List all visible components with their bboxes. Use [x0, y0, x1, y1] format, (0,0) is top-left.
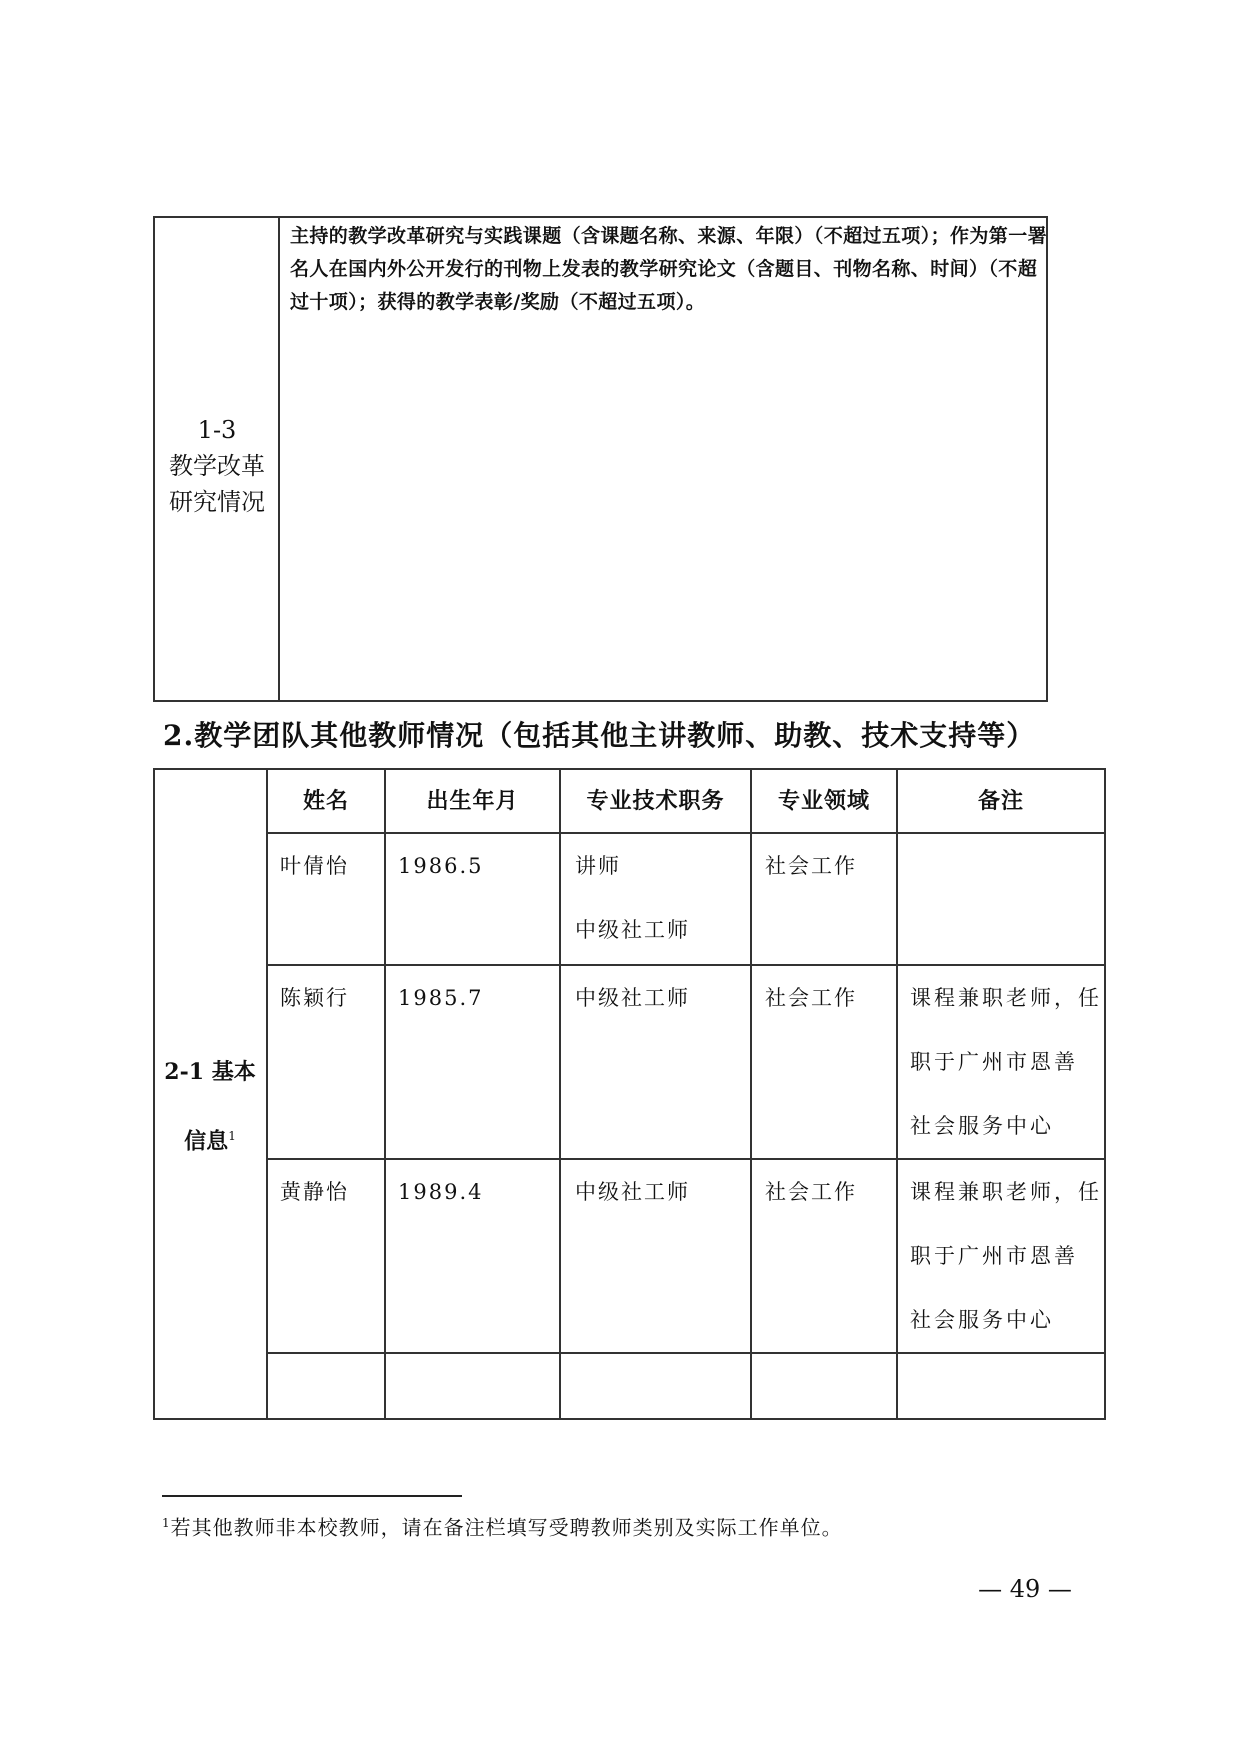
table-col-rule: [896, 768, 898, 1420]
cell-field: 社会工作: [765, 986, 857, 1010]
row-label-line-2: 信息: [184, 1128, 229, 1155]
section-1-3-description: 主持的教学改革研究与实践课题（含课题名称、来源、年限）（不超过五项）；作为第一署名人在国内外公开发行的刊物上发表的教学研究论文（含题目、刊物名称、时间）（不超过十项）；获得的教学表彰/奖励（不超过五项）。: [290, 225, 1048, 313]
cell-note-line-3: 社会服务中心: [910, 1114, 1054, 1138]
table-col-rule: [384, 768, 386, 1420]
footnote-ref: 1: [228, 1129, 236, 1143]
cell-name: 陈颖行: [280, 986, 349, 1010]
table-col-rule: [266, 768, 268, 1420]
cell-birth: 1989.4: [398, 1180, 484, 1204]
col-header-name: 姓名: [302, 788, 349, 814]
table-rule: [266, 1352, 1106, 1354]
cell-title-line-2: 中级社工师: [575, 918, 690, 942]
row-label-line-1: 2-1 基本: [164, 1059, 256, 1085]
label-line-1: 教学改革: [169, 452, 265, 480]
table-col-rule: [559, 768, 561, 1420]
label-line-code: 1-3: [197, 416, 237, 444]
footnote-marker: 1: [162, 1516, 171, 1530]
table-rule: [266, 832, 1106, 834]
cell-name: 黄静怡: [280, 1180, 349, 1204]
table-col-rule: [750, 768, 752, 1420]
cell-field: 社会工作: [765, 854, 857, 878]
row-label-basic-info: [154, 1040, 266, 1173]
border-bottom: [153, 700, 1048, 702]
cell-note-line-2: 职于广州市恩善: [910, 1050, 1078, 1074]
cell-title-line-1: 中级社工师: [575, 1180, 690, 1204]
table-rule: [153, 1418, 1106, 1420]
cell-birth: 1985.7: [398, 986, 484, 1010]
cell-title-line-1: 讲师: [575, 854, 621, 878]
cell-field: 社会工作: [765, 1180, 857, 1204]
col-header-note: 备注: [977, 788, 1024, 814]
table-rule: [153, 768, 1106, 770]
section-1-3-label: [154, 412, 280, 520]
cell-birth: 1986.5: [398, 854, 484, 878]
border-top: [153, 216, 1048, 218]
section-2-title: 2.教学团队其他教师情况（包括其他主讲教师、助教、技术支持等）: [163, 719, 1036, 752]
footnote: [162, 1508, 1112, 1543]
footnote-separator: [162, 1495, 462, 1497]
cell-note-line-3: 社会服务中心: [910, 1308, 1054, 1332]
col-header-title: 专业技术职务: [586, 788, 725, 814]
page-number: — 49 —: [978, 1575, 1072, 1603]
cell-title-line-1: 中级社工师: [575, 986, 690, 1010]
footnote-text: 若其他教师非本校教师，请在备注栏填写受聘教师类别及实际工作单位。: [170, 1515, 843, 1540]
col-header-field: 专业领域: [777, 788, 870, 814]
cell-name: 叶倩怡: [280, 854, 349, 878]
cell-note-line-1: 课程兼职老师，任: [910, 1180, 1102, 1204]
cell-note-line-1: 课程兼职老师，任: [910, 986, 1102, 1010]
col-header-birth: 出生年月: [426, 788, 519, 814]
label-line-2: 研究情况: [169, 488, 265, 516]
cell-note-line-2: 职于广州市恩善: [910, 1244, 1078, 1268]
